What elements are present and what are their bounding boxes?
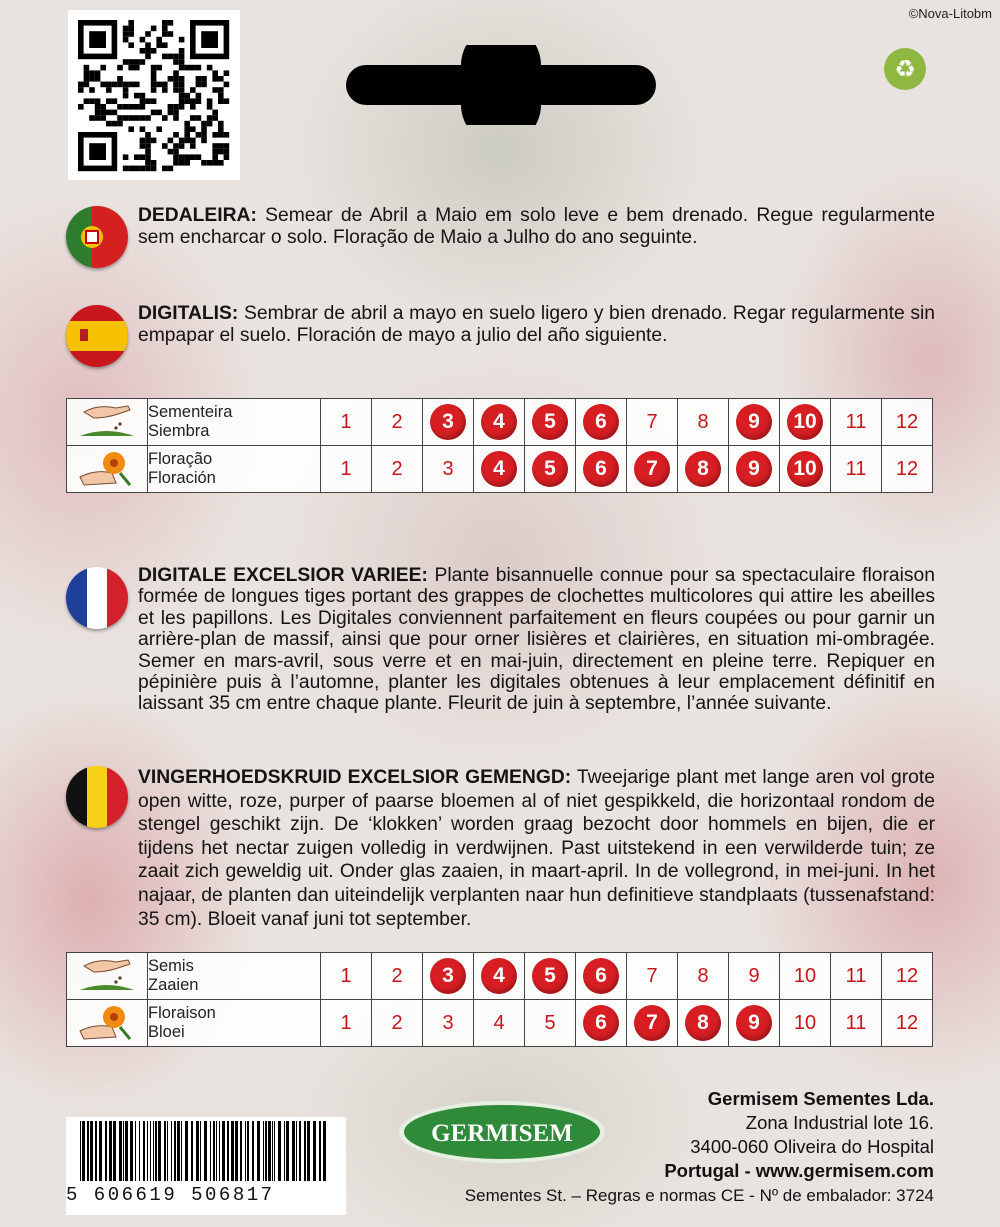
month-cell: [831, 953, 882, 1000]
regulations-text: Sementes St. – Regras e normas CE - Nº de embalador: 3724: [464, 1186, 934, 1205]
month-cell: [423, 399, 474, 446]
month-cell: [627, 399, 678, 446]
month-inactive: 4: [493, 1012, 505, 1034]
calendar-row-label: [148, 1000, 321, 1047]
month-active: 3: [430, 404, 466, 440]
month-cell: [423, 953, 474, 1000]
month-cell: [780, 1000, 831, 1047]
month-active: 8: [685, 451, 721, 487]
month-active: 6: [583, 1005, 619, 1041]
month-cell: [678, 446, 729, 493]
month-inactive: 1: [340, 458, 352, 480]
calendar-row: [67, 953, 933, 1000]
month-cell: [321, 446, 372, 493]
month-inactive: 1: [340, 965, 352, 987]
month-inactive: 12: [895, 965, 919, 987]
calendar-label-primary: Floraison: [148, 1004, 216, 1022]
month-inactive: 7: [646, 965, 658, 987]
month-active: 6: [583, 958, 619, 994]
month-cell: [627, 1000, 678, 1047]
month-inactive: 2: [391, 1012, 403, 1034]
month-active: 6: [583, 404, 619, 440]
barcode-icon: [66, 1117, 346, 1183]
month-cell: [831, 446, 882, 493]
month-active: 6: [583, 451, 619, 487]
month-inactive: 2: [391, 411, 403, 433]
month-active: 5: [532, 451, 568, 487]
month-cell: [678, 953, 729, 1000]
section-es-title: DIGITALIS:: [138, 303, 239, 324]
qr-code: [68, 10, 240, 180]
month-cell: [729, 1000, 780, 1047]
section-pt-text: Semear de Abril a Maio em solo leve e bem drenado. Regue regularmente sem encharcar o solo. Floração de Maio a Julho do ano seguinte.: [138, 205, 935, 248]
month-cell: [780, 953, 831, 1000]
month-cell: [882, 399, 933, 446]
month-cell: [627, 953, 678, 1000]
calendar-label-primary: Floração: [148, 450, 213, 468]
month-inactive: 5: [544, 1012, 556, 1034]
section-es: [138, 303, 935, 347]
month-cell: [729, 446, 780, 493]
month-cell: [576, 399, 627, 446]
calendar-label-primary: Sementeira: [148, 403, 233, 421]
month-active: 4: [481, 404, 517, 440]
month-cell: [474, 399, 525, 446]
calendar-row: [67, 399, 933, 446]
month-cell: [474, 1000, 525, 1047]
calendar-row-label: [148, 399, 321, 446]
month-cell: [525, 446, 576, 493]
month-cell: [423, 446, 474, 493]
calendar-table-fr-be: [66, 952, 933, 1047]
month-cell: [321, 399, 372, 446]
section-fr-text: Plante bisannuelle connue pour sa spectaculaire floraison formée de longues tiges portant des grappes de clochettes multicolores qui attire les abeilles et les papillons. Les Digitales conviennent parfaitement en fleurs coupées ou pour garnir un arrière-plan de massif, ainsi que pour orner lisières et clairières, en situation mi-ombragée. Semer en mars-avril, sous verre et en mai-juin, directement en pleine terre. Repiquer en pépinière puis à l’automne, planter les digitales obtenues à leur emplacement définitif en laissant 35 cm entre chaque plante. Fleurit de juin à septembre, l’année suivante.: [138, 565, 935, 715]
qr-code-icon: [68, 10, 240, 180]
sowing-hand-icon: [67, 399, 148, 446]
month-inactive: 2: [391, 965, 403, 987]
month-cell: [372, 1000, 423, 1047]
month-inactive: 8: [697, 411, 709, 433]
month-active: 3: [430, 958, 466, 994]
calendar-label-secondary: Siembra: [148, 422, 210, 440]
calendar-row: [67, 446, 933, 493]
copyright-text: ©Nova-Litobm: [908, 6, 992, 21]
month-cell: [576, 446, 627, 493]
section-fr: [138, 565, 935, 715]
month-active: 8: [685, 1005, 721, 1041]
month-inactive: 10: [793, 1012, 817, 1034]
month-active: 7: [634, 1005, 670, 1041]
month-cell: [576, 1000, 627, 1047]
section-es-text: Sembrar de abril a mayo en suelo ligero y bien drenado. Regar regularmente sin empapar el suelo. Floración de mayo a julio del año siguiente.: [138, 303, 935, 346]
address-line-1: Zona Industrial lote 16.: [745, 1112, 934, 1133]
month-inactive: 2: [391, 458, 403, 480]
calendar-label-secondary: Floración: [148, 469, 216, 487]
month-cell: [321, 1000, 372, 1047]
section-be-text: Tweejarige plant met lange aren vol grote open witte, roze, purper of paarse bloemen al of niet gespikkeld, die horizontaal rondom de stengel geschikt zijn. De ‘klokken’ worden graag bezocht door hommels en bijen, die er tijdens het nectar zuigen volledig in verdwijnen. Past uitstekend in een verwilderde tuin; ze zaait zich geweldig uit. Onder glas zaaien, in maart-april. In de vollegrond, in mei-juni. In het najaar, de planten dan uiteindelijk verplanten naar hun definitieve standplaats (tussenafstand: 35 cm). Bloeit vanaf juni tot september.: [138, 767, 935, 930]
month-inactive: 11: [845, 1012, 867, 1034]
month-inactive: 12: [895, 458, 919, 480]
calendar-label-secondary: Zaaien: [148, 976, 199, 994]
month-cell: [372, 399, 423, 446]
sowing-hand-icon: [67, 953, 148, 1000]
month-inactive: 10: [793, 965, 817, 987]
month-cell: [780, 446, 831, 493]
month-cell: [729, 399, 780, 446]
month-cell: [474, 953, 525, 1000]
month-cell: [627, 446, 678, 493]
belgium-flag-icon: [66, 766, 128, 828]
month-active: 5: [532, 958, 568, 994]
month-active: 7: [634, 451, 670, 487]
company-name: Germisem Sementes Lda.: [707, 1088, 934, 1109]
section-be: [138, 766, 935, 931]
portugal-flag-icon: [66, 206, 128, 268]
month-cell: [831, 399, 882, 446]
month-inactive: 7: [646, 411, 658, 433]
month-active: 10: [787, 404, 823, 440]
month-cell: [372, 953, 423, 1000]
month-cell: [678, 399, 729, 446]
month-inactive: 11: [845, 458, 867, 480]
month-cell: [525, 953, 576, 1000]
month-inactive: 8: [697, 965, 709, 987]
month-inactive: 12: [895, 1012, 919, 1034]
month-inactive: 11: [845, 965, 867, 987]
calendar-row-label: [148, 446, 321, 493]
month-inactive: 12: [895, 411, 919, 433]
calendar-row: [67, 1000, 933, 1047]
calendar-table-pt-es: [66, 398, 933, 493]
section-pt-title: DEDALEIRA:: [138, 205, 257, 226]
month-cell: [474, 446, 525, 493]
month-active: 5: [532, 404, 568, 440]
month-active: 9: [736, 451, 772, 487]
calendar-row-label: [148, 953, 321, 1000]
calendar-label-secondary: Bloei: [148, 1023, 185, 1041]
flower-hand-icon: [67, 446, 148, 493]
barcode-number: 5 606619 506817: [66, 1184, 275, 1206]
month-cell: [780, 399, 831, 446]
month-active: 9: [736, 404, 772, 440]
month-active: 4: [481, 451, 517, 487]
section-be-title: VINGERHOEDSKRUID EXCELSIOR GEMENGD:: [138, 767, 572, 788]
month-cell: [372, 446, 423, 493]
month-inactive: 1: [340, 1012, 352, 1034]
month-active: 4: [481, 958, 517, 994]
month-cell: [882, 446, 933, 493]
month-cell: [525, 1000, 576, 1047]
germisem-logo: [398, 1100, 606, 1164]
spain-flag-icon: [66, 305, 128, 367]
month-inactive: 3: [442, 458, 454, 480]
flower-hand-icon: [67, 1000, 148, 1047]
month-active: 10: [787, 451, 823, 487]
country-website: Portugal - www.germisem.com: [664, 1160, 934, 1181]
france-flag-icon: [66, 567, 128, 629]
month-cell: [321, 953, 372, 1000]
address-line-2: 3400-060 Oliveira do Hospital: [690, 1136, 934, 1157]
month-cell: [576, 953, 627, 1000]
month-cell: [831, 1000, 882, 1047]
calendar-label-primary: Semis: [148, 957, 194, 975]
hang-hole: [336, 45, 666, 125]
month-cell: [678, 1000, 729, 1047]
month-cell: [882, 1000, 933, 1047]
month-inactive: 1: [340, 411, 352, 433]
month-inactive: 11: [845, 411, 867, 433]
company-address: [664, 1087, 934, 1183]
month-inactive: 3: [442, 1012, 454, 1034]
green-dot-recycle-icon: ♻: [884, 48, 926, 90]
month-cell: [882, 953, 933, 1000]
month-cell: [729, 953, 780, 1000]
month-inactive: 9: [748, 965, 760, 987]
logo-text: GERMISEM: [431, 1120, 573, 1147]
month-cell: [525, 399, 576, 446]
section-pt: [138, 205, 935, 249]
month-cell: [423, 1000, 474, 1047]
section-fr-title: DIGITALE EXCELSIOR VARIEE:: [138, 565, 428, 586]
month-active: 9: [736, 1005, 772, 1041]
